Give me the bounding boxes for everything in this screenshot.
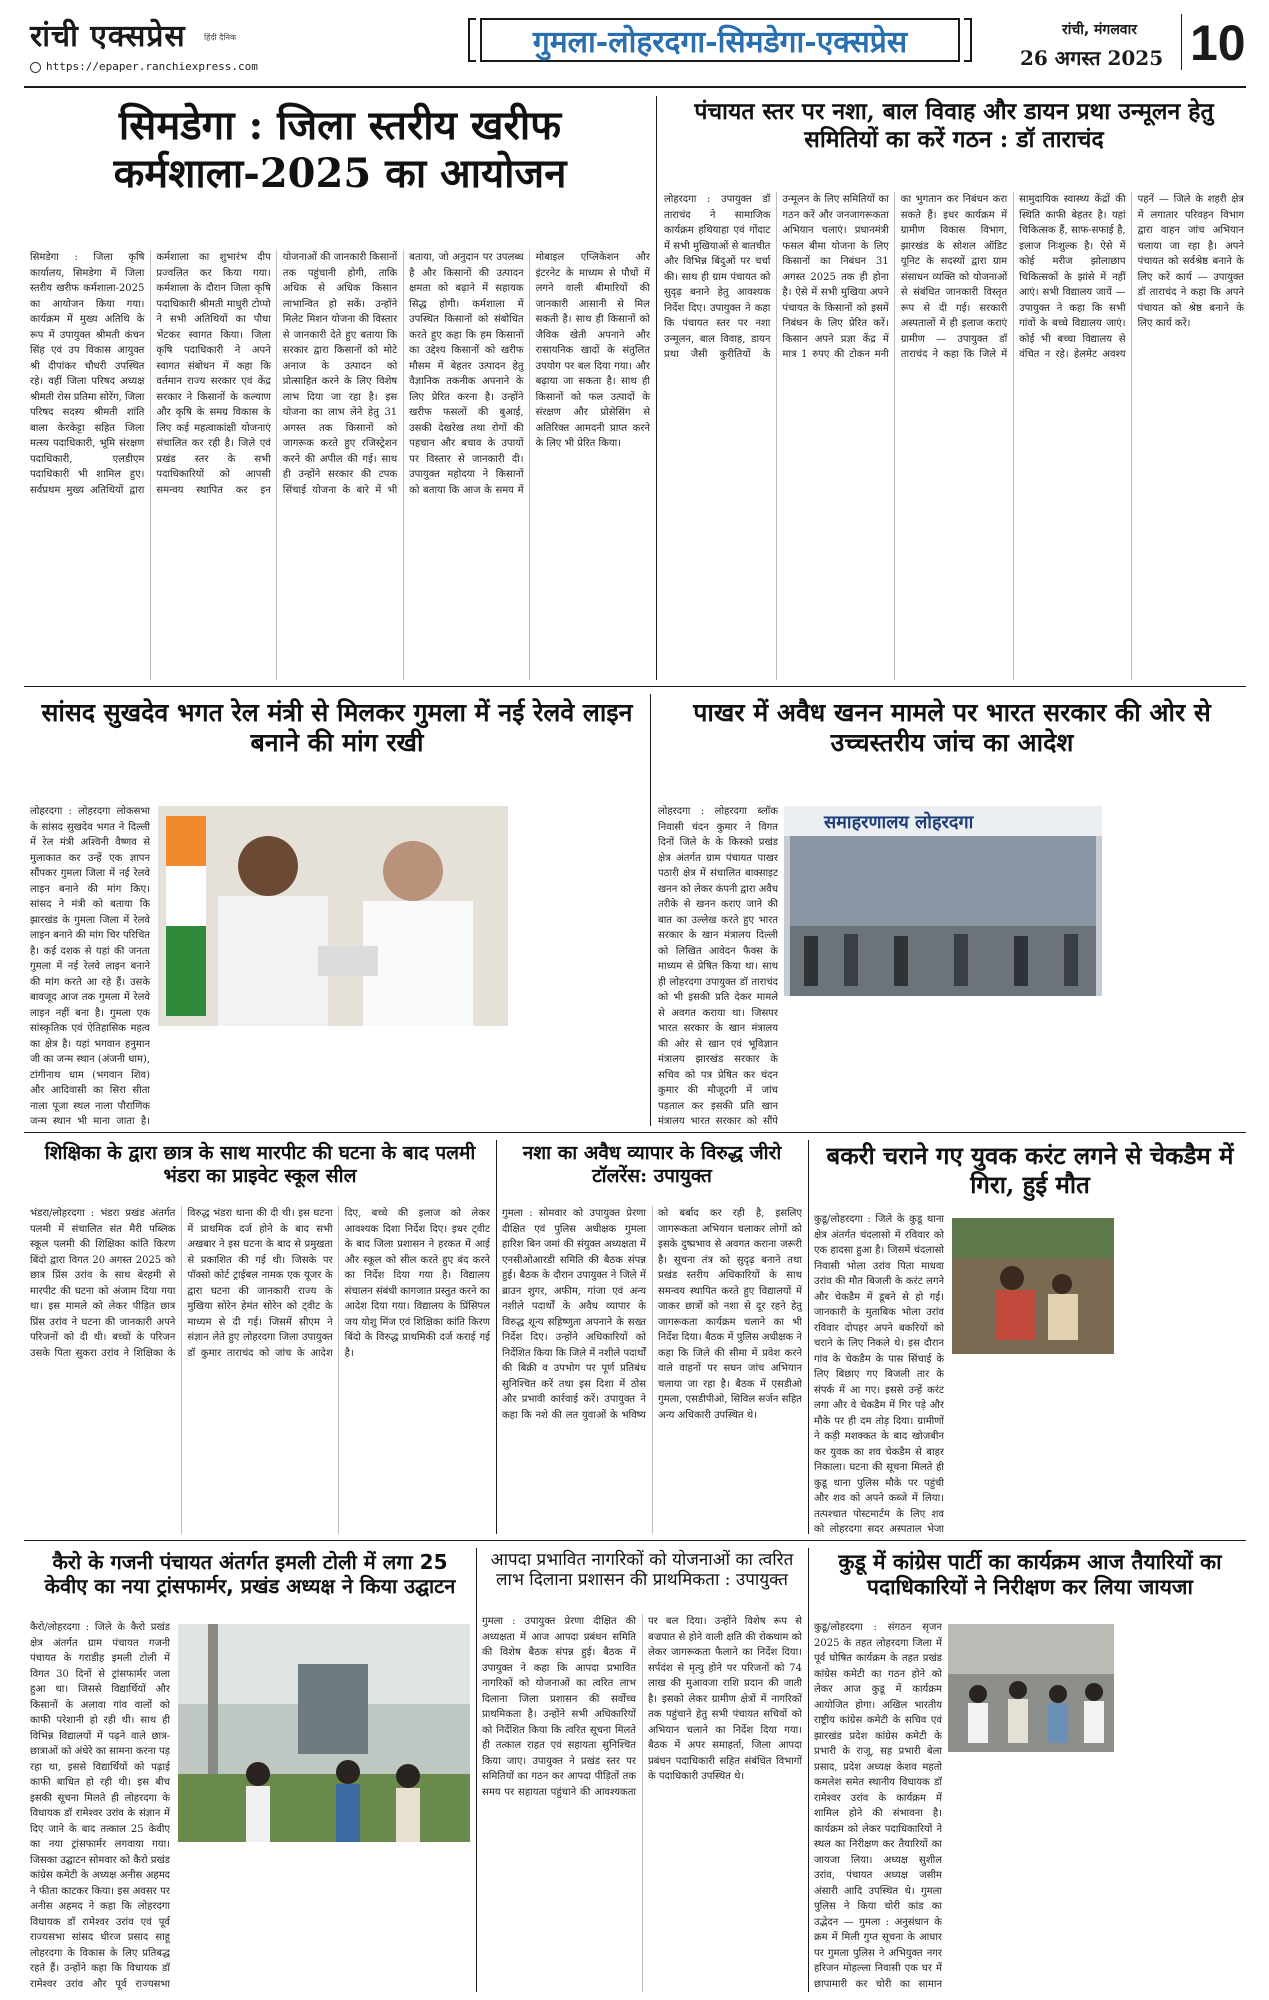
section-rule bbox=[24, 1540, 1246, 1541]
article-body-col1: लोहरदगा : लोहरदगा लोकसभा के सांसद सुखदेव भगत ने दिल्ली में रेल मंत्री अश्विनी वैष्णव से मुलाकात कर उन्हें एक ज्ञापन सौंपकर गुमला जिला में नई रेलवे लाइन बनाने की मांग किए। सांसद ने मंत्री को बताया कि झारखंड के गुमला जिला में रेलवे लाइन बनाने की मांग चिर परिचित है। कई दशक से यहां की जनता गुमला में नई रेलवे लाइन बनाने की मांग करते आ रहे हैं। उसके बावजूद आज तक गुमला में रेलवे लाइन नहीं बना है। गुमला एक सांस्कृतिक एवं ऐतिहासिक महत्व का क्षेत्र है। यहां भगवान हनुमान जी का जन्म स्थान (अंजनी धाम), टांगीनाथ धाम (भगवान शिव) और आदिवासी का सिरा सीता नाला पूजा स्थल नाला पौराणिक जन्म स्थान भी माना जाता है। bbox=[30, 806, 150, 1126]
article-headline: आपदा प्रभावित नागरिकों को योजनाओं का त्वरित लाभ दिलाना प्रशासन की प्राथमिकता : उपायुक्त bbox=[490, 1550, 794, 1591]
article-simdega-kharif bbox=[30, 96, 650, 680]
transformer-inauguration-photo bbox=[178, 1624, 470, 1842]
logo-tagline: हिंदी दैनिक bbox=[204, 33, 237, 42]
article-body: गुमला : उपायुक्त प्रेरणा दीक्षित की अध्यक्षता में आज आपदा प्रबंधन समिति की विशेष बैठक संपन्न हुई। बैठक में उपायुक्त ने कहा कि आपदा प्रभावित नागरिकों को योजनाओं का त्वरित लाभ दिलाना जिला प्रशासन की सर्वोच्च प्राथमिकता है। उन्होंने सभी अधिकारियों को निर्देशित किया कि त्वरित सूचना मिलते ही तत्काल राहत एवं सहायता सुनिश्चित किया जाए। उपायुक्त ने प्रखंड स्तर पर समितियों का गठन कर आपदा पीड़ितों तक समय पर सहायता पहुंचाने की आवश्यकता पर बल दिया। उन्होंने विशेष रूप से बज्रपात से होने वाली क्षति की रोकथाम को लेकर जागरूकता फैलाने का निर्देश दिया। सर्पदंश से मृत्यु होने पर परिजनों को 74 लाख की मुआवजा राशि प्रदान की जाती है। इसको लेकर ग्रामीण क्षेत्रों में नागरिकों तक पहुंचाने हेतु सभी पंचायत सचिवों को अभियान चलाने का निर्देश दिया गया। बैठक में अपर समाहर्ता, जिला आपदा प्रबंधन पदाधिकारी सहित संबंधित विभागों के पदाधिकारी उपस्थित थे। bbox=[482, 1616, 802, 1798]
epaper-url[interactable]: https://epaper.ranchiexpress.com bbox=[46, 60, 258, 73]
pagenum-divider bbox=[1181, 14, 1182, 70]
globe-icon bbox=[30, 62, 41, 73]
article-body-under-photo bbox=[952, 1362, 1114, 1534]
article-body-col3 bbox=[1120, 1620, 1246, 1992]
article-body-col1: लोहरदगा : लोहरदगा ब्लॉक निवासी चंदन कुमार ने विगत दिनों जिले के के किस्को प्रखंड क्षेत्र अंतर्गत ग्राम पंचायत पाखर पठारी क्षेत्र में संचालित बाक्साइट खनन को लेकर कंपनी द्वारा अवैध तरीके से खनन कराए जाने की बात का उल्लेख करते हुए भारत सरकार के खान मंत्रालय दिल्ली को लिखित आवेदन फैक्स के माध्यम से प्रेषित किया था। साथ ही लोहरदगा उपायुक्त डॉ ताराचंद को भी इसकी प्रति देकर मामले से अवगत कराया था। जिसपर भारत सरकार के खान मंत्रालय की ओर से खान एवं भूविज्ञान मंत्रालय झारखंड सरकार के सचिव को पत्र प्रेषित कर चंदन कुमार की मौजूदगी में जांच पड़ताल कर इसकी प्रति खान मंत्रालय भारत सरकार को सौंपे bbox=[658, 806, 778, 1126]
article-mp-railway-demand bbox=[30, 694, 644, 1126]
article-body-col3 bbox=[1110, 804, 1246, 1126]
page-number: 10 bbox=[1190, 15, 1246, 71]
article-body: सिमडेगा : जिला कृषि कार्यालय, सिमडेगा में जिला स्तरीय खरीफ कर्मशाला-2025 का आयोजन किया गया। कार्यक्रम में मुख्य अतिथि के रूप में उपायुक्त श्रीमती कंचन सिंह एवं उप विकास आयुक्त श्री दीपांकर चौधरी उपस्थित रहे। वहीं जिला परिषद अध्यक्ष श्रीमती रोस प्रतिमा सोरेंग, जिला परिषद सदस्य श्रीमती शांति बाला केरकेट्टा सहित जिला मत्स्य पदाधिकारी, भूमि संरक्षण पदाधिकारी, एलडीएम पदाधिकारी भी शामिल हुए। सर्वप्रथम मुख्य अतिथियों द्वारा कर्मशाला का शुभारंभ दीप प्रज्वलित कर किया गया। कर्मशाला के दौरान जिला कृषि पदाधिकारी श्रीमती माधुरी टोप्पो ने सभी अतिथियों का पौधा भेंटकर स्वागत किया। जिला कृषि पदाधिकारी ने अपने स्वागत संबोधन में कहा कि वर्तमान राज्य सरकार एवं केंद्र सरकार ने किसानों के कल्याण और कृषि के समग्र विकास के लिए कई महत्वाकांक्षी योजनाएं संचालित कर रही है। जिले एवं प्रखंड स्तर के सभी पदाधिकारियों को आपसी समन्वय स्थापित कर इन योजनाओं की जानकारी किसानों तक पहुंचानी होगी, ताकि अधिक से अधिक किसान लाभान्वित हो सकें। उन्होंने मिलेट मिशन योजना की विस्तार से जानकारी देते हुए बताया कि सरकार द्वारा किसानों को मोटे अनाज के उत्पादन को प्रोत्साहित करने के लिए विशेष लाभ दिया जा रहा है। इस योजना का लाभ लेने हेतु 31 अगस्त तक किसानों को जागरूक करते हुए रजिस्ट्रेशन करने की अपील की गई। साथ ही उन्होंने सरकार की टपक सिंचाई योजना के बारे में भी बताया, जो अनुदान पर उपलब्ध है और किसानों की उत्पादन क्षमता को बढ़ाने में सहायक सिद्ध होगी। कर्मशाला में उपस्थित किसानों को संबोधित करते हुए कहा कि हम किसानों का उद्देश्य किसानों को खरीफ मौसम में बेहतर उत्पादन हेतु वैज्ञानिक तकनीक अपनाने के लिए प्रेरित करना है। उन्होंने खरीफ फसलों की बुआई, उसकी देखरेख तथा रोगों की पहचान और बचाव के उपायों पर विस्तार से जानकारी दी। उपायुक्त महोदया ने किसानों को बताया कि आज के समय में मोबाइल एप्लिकेशन और इंटरनेट के माध्यम से पौधों में लगने वाली बीमारियों की जानकारी आसानी से मिल सकती है। साथ ही किसानों को जैविक खेती अपनाने और रासायनिक खादों के संतुलित उपयोग पर बल दिया गया। और बढ़ाया जा सकता है। साथ ही किसानों को फल उत्पादों के संरक्षण और प्रोसेसिंग से अतिरिक्त आमदनी प्राप्त करने के लिए भी प्रेरित किया। bbox=[30, 252, 650, 496]
article-body-col1: कैरो/लोहरदगा : जिले के कैरो प्रखंड क्षेत्र अंतर्गत ग्राम पंचायत गजनी पंचायत के गराडीह इमली टोली में विगत 30 दिनों से ट्रांसफार्मर जला हुआ था। जिससे विद्यार्थियों और किसानों के अलावा गांव वालों को काफी परेशानी हो रही थी। साथ ही विभिन्न विद्यालयों में पढ़ने वाले छात्र-छात्राओं को अंधेरे का सामना करना पड़ रहा था, इससे विद्यार्थियों को पढ़ाई काफी बाधित हो रही थी। इस बीच इसकी सूचना मिलते ही लोहरदगा के विधायक डॉ रामेश्वर उरांव के संज्ञान में दिए जाने के बाद तत्काल 25 केवीए का नया ट्रांसफार्मर लगवाया गया। जिसका उद्घाटन सोमवार को कैरो प्रखंड कांग्रेस कमेटी के अध्यक्ष अनीस अहमद ने फीता काटकर किया। इस अवसर पर अनीस अहमद ने कहा कि लोहरदगा विधायक डॉ रामेश्वर उरांव एवं पूर्व राज्यसभा सांसद धीरज प्रसाद साहू लोहरदगा के विकास के लिए प्रतिबद्ध रहते हैं। उन्होंने कहा कि विधायक डॉ रामेश्वर उरांव और पूर्व राज्यसभा bbox=[30, 1622, 170, 1990]
article-drug-zero-tolerance bbox=[502, 1140, 802, 1534]
masthead bbox=[0, 0, 1269, 80]
article-headline: शिक्षिका के द्वारा छात्र के साथ मारपीट की घटना के बाद पलमी भंडरा का प्राइवेट स्कूल सील bbox=[44, 1142, 476, 1187]
column-divider bbox=[808, 1548, 809, 1992]
article-body-under-photo bbox=[784, 1002, 1102, 1126]
article-body: लोहरदगा : उपायुक्त डॉ ताराचंद ने सामाजिक कार्यक्रम हथियाहा एवं गोंदाट में सभी मुखियाओं से बातचीत और विभिन्न बिंदुओं पर चर्चा की। साथ ही ग्राम पंचायत को सुदृढ़ बनाने हेतु आवश्यक निर्देश दिए। उपायुक्त ने कहा कि पंचायत स्तर पर नशा उन्मूलन, बाल विवाह, डायन प्रथा जैसी कुरीतियों के उन्मूलन के लिए समितियों का गठन करें और जनजागरूकता अभियान चलाएं। प्रधानमंत्री फसल बीमा योजना के लिए किसानों का निबंधन 31 अगस्त 2025 तक ही होना है। ऐसे में सभी मुखिया अपने पंचायत के किसानों को इसमें निबंधन के लिए प्रेरित करें। किसान अपने प्रज्ञा केंद्र में मात्र 1 रुपए की टोकन मनी का भुगतान कर निबंधन करा सकते हैं। इधर कार्यक्रम में ग्रामीण विकास विभाग, झारखंड के सोशल ऑडिट यूनिट के सदस्यों द्वारा ग्राम संसाधन व्यक्ति को योजनाओं से संबंधित जानकारी विस्तृत रूप से दी गई। सरकारी अस्पतालों में ही इलाज कराएं ग्रामीण — उपायुक्त डॉ ताराचंद ने कहा कि जिले में सामुदायिक स्वास्थ्य केंद्रों की स्थिति काफी बेहतर है। यहां चिकित्सक हैं, साफ-सफाई है, इलाज निःशुल्क है। ऐसे में कोई मरीज झोलाछाप चिकित्सकों के झांसे में नहीं आएं। सभी विद्यालय जायें — उपायुक्त ने कहा कि सभी गांवों के बच्चे विद्यालय जाएं। कोई भी बच्चा विद्यालय से वंचित न रहे। हेलमेट अवश्य पहनें — जिले के शहरी क्षेत्र में लगातार परिवहन विभाग द्वारा वाहन जांच अभियान चलाया जा रहा है। अपने पंचायत को सर्वश्रेष्ठ बनाने के लिए करें कार्य — उपायुक्त डॉ ताराचंद ने कहा कि अपने पंचायत को श्रेष्ठ बनाने के लिए कार्य करें। bbox=[664, 194, 1244, 360]
article-headline: कैरो के गजनी पंचायत अंतर्गत इमली टोली में लगा 25 केवीए का नया ट्रांसफार्मर, प्रखंड अध्यक्ष ने किया उद्घाटन bbox=[44, 1550, 456, 1598]
article-body-col3 bbox=[516, 694, 644, 1126]
column-divider bbox=[496, 1140, 497, 1534]
article-disaster-relief bbox=[482, 1548, 802, 1992]
article-headline: पंचायत स्तर पर नशा, बाल विवाह और डायन प्रथा उन्मूलन हेतु समितियों का करें गठन : डॉ ताराचंद bbox=[694, 98, 1214, 153]
checkdam-rescue-photo bbox=[952, 1218, 1114, 1354]
banner-right-bracket bbox=[964, 18, 972, 62]
article-headline: नशा का अवैध व्यापार के विरुद्ध जीरो टॉलरेंस: उपायुक्त bbox=[522, 1142, 782, 1187]
collectorate-building-photo bbox=[784, 806, 1102, 996]
article-school-sealed bbox=[30, 1140, 490, 1534]
masthead-rule bbox=[24, 86, 1246, 88]
article-panchayat-committees bbox=[664, 96, 1244, 680]
article-headline: सांसद सुखदेव भगत रेल मंत्री से मिलकर गुमला में नई रेलवे लाइन बनाने की मांग रखी bbox=[41, 698, 633, 757]
article-electrocution-death bbox=[814, 1140, 1246, 1534]
newspaper-logo: रांची एक्सप्रेस bbox=[30, 19, 186, 54]
column-divider bbox=[808, 1140, 809, 1534]
mp-minister-meeting-photo bbox=[158, 806, 508, 1026]
column-divider bbox=[650, 694, 651, 1126]
column-divider bbox=[476, 1548, 477, 1992]
article-body: गुमला : सोमवार को उपायुक्त प्रेरणा दीक्षित एवं पुलिस अधीक्षक गुमला हारिश बिन जमां की संयुक्त अध्यक्षता में एनसीओआरडी समिति की बैठक संपन्न हुई। बैठक के दौरान उपायुक्त ने जिले में ब्राउन शुगर, अफीम, गांजा एवं अन्य नशीले पदार्थों के अवैध व्यापार के विरुद्ध शून्य सहिष्णुता अपनाने के सख्त निर्देश दिए। उन्होंने अधिकारियों को निर्देशित किया कि जिले में नशीले पदार्थों की बिक्री व उपभोग पर पूर्ण प्रतिबंध सुनिश्चित करें तथा इस दिशा में ठोस और प्रभावी कार्रवाई करें। उपायुक्त ने कहा कि नशे की लत युवाओं के भविष्य को बर्बाद कर रही है, इसलिए जागरूकता अभियान चलाकर लोगों को इसके दुष्प्रभाव से अवगत कराना जरूरी है। सूचना तंत्र को सुदृढ़ बनाने तथा प्रखंड स्तरीय अधिकारियों के साथ समन्वय स्थापित करते हुए विद्यालयों में जाकर छात्रों को नशा से दूर रहने हेतु जागरूकता कार्यक्रम चलाने का भी निर्देश दिया। बैठक में पुलिस अधीक्षक ने कहा कि जिले की सीमा में प्रवेश करने वाले वाहनों पर सघन जांच अभियान चलाया जा रहा है। बैठक में एसडीओ गुमला, एसडीपीओ, सिविल सर्जन सहित अन्य अधिकारी उपस्थित थे। bbox=[502, 1208, 802, 1421]
article-body-col1: कुडू/लोहरदगा : जिले के कुडू थाना क्षेत्र अंतर्गत चंदलासो में रविवार को एक हादसा हुआ है। जिसमें चंदलासो निवासी भोला उरांव पिता माधवा उरांव की मौत बिजली के करंट लगने और चेकडैम में डूबने से हो गई। जानकारी के मुताबिक भोला उरांव रविवार दोपहर अपने बकरियों को चराने के लिए निकले थे। इस दौरान गांव के चेकडैम के पास सिंचाई के लिए बिछाए गए बिजली तार के संपर्क में आ गए। इससे उन्हें करंट लगा और वे चेकडैम में गिर पड़े और मौके पर ही दम तोड़ दिया। ग्रामीणों ने कड़ी मशक्कत के बाद खोजबीन कर युवक का शव चेकडैम से बाहर निकाला। घटना की सूचना मिलते ही कुडू थाना पुलिस मौके पर पहुंची और शव को अपने कब्जे में लिया। तत्पश्चात पोस्टमार्टम के लिए शव को लोहरदगा सदर अस्पताल भेजा bbox=[814, 1214, 944, 1534]
issue-city-day: रांची, मंगलवार bbox=[1062, 22, 1137, 38]
section-rule bbox=[24, 686, 1246, 687]
article-transformer-inauguration bbox=[30, 1548, 470, 1992]
article-headline: सिमडेगा : जिला स्तरीय खरीफ कर्मशाला-2025 का आयोजन bbox=[113, 102, 567, 197]
collectorate-sign: समाहरणालय लोहरदगा bbox=[824, 812, 974, 833]
column-divider bbox=[656, 96, 657, 680]
article-body-under-photo bbox=[158, 1034, 508, 1126]
congress-meeting-photo bbox=[948, 1624, 1114, 1752]
article-headline: बकरी चराने गए युवक करंट लगने से चेकडैम में गिरा, हुई मौत bbox=[826, 1141, 1234, 1199]
article-pakhar-mining-probe bbox=[658, 694, 1246, 1126]
article-headline: पाखर में अवैध खनन मामले पर भारत सरकार की ओर से उच्चस्तरीय जांच का आदेश bbox=[693, 698, 1211, 757]
article-body-under-photo bbox=[948, 1760, 1114, 1992]
section-rule bbox=[24, 1132, 1246, 1133]
article-body-col3 bbox=[1120, 1212, 1246, 1534]
article-headline: कुडू में कांग्रेस पार्टी का कार्यक्रम आज तैयारियों का पदाधिकारियों ने निरीक्षण कर लिया जायजा bbox=[838, 1550, 1222, 1600]
article-body-under-photo bbox=[178, 1850, 470, 1992]
issue-date: 26 अगस्त 2025 bbox=[1020, 46, 1164, 70]
article-body-col1: कुडू/लोहरदगा : संगठन सृजन 2025 के तहत लोहरदगा जिला में पूर्व घोषित कार्यक्रम के तहत प्रखंड कांग्रेस कमेटी का गठन होने को लेकर आज कुडू में कार्यक्रम आयोजित होगा। अखिल भारतीय राष्ट्रीय कांग्रेस कमेटी के सचिव एवं झारखंड प्रदेश कांग्रेस कमेटी के प्रभारी के राजू, सह प्रभारी बेला प्रसाद, प्रदेश अध्यक्ष केशव महतो कमलेश समेत स्थानीय विधायक डॉ रामेश्वर उरांव के कार्यक्रम में शामिल होने की संभावना है। कार्यक्रम को लेकर पदाधिकारियों ने स्थल का निरीक्षण कर तैयारियों का जायजा लिया। अध्यक्ष सुशील उरांव, पंचायत अध्यक्ष जसीम अंसारी आदि उपस्थित थे। गुमला पुलिस ने किया चोरी कांड का उद्भेदन — गुमला : अनुसंधान के क्रम में मिली गुप्त सूचना के आधार पर गुमला पुलिस ने अभियुक्त नगर हरिजन मोहल्ला निवासी एक घर में छापामारी कर चोरी का सामान bbox=[814, 1622, 942, 1990]
article-congress-kudu bbox=[814, 1548, 1246, 1992]
section-banner: गुमला-लोहरदगा-सिमडेगा-एक्सप्रेस bbox=[480, 18, 960, 62]
banner-left-bracket bbox=[468, 18, 476, 62]
article-body: भंडरा/लोहरदगा : भंडरा प्रखंड अंतर्गत पलमी में संचालित संत मैरी पब्लिक स्कूल पलमी की शिक्षिका कांति किरण बिंदो द्वारा विगत 20 अगस्त 2025 को छात्र प्रिंस उरांव के साथ बेरहमी से मारपीट की घटना को अंजाम दिया गया था। इस मामले को लेकर पीड़ित छात्र प्रिंस उरांव ने घटना की जानकारी अपने परिजनों को दी थी। बच्चों के परिजन उसके पिता सुकरा उरांव ने शिक्षिका के विरुद्ध भंडरा थाना की दी थी। इस घटना में प्राथमिक दर्ज होने के बाद सभी अखबार ने इस घटना के बाद से प्रमुखता से प्रकाशित की गई थी। जिसके पर पॉक्सो कोर्ट ट्राईबल नामक एक यूजर के द्वारा घटना की जानकारी राज्य के मुखिया सोरेन हेमंत सोरेन को ट्वीट के माध्यम से दी गई। जिसमें सीएम ने संज्ञान लेते हुए लोहरदगा जिला उपायुक्त डॉ कुमार ताराचंद को जांच के आदेश दिए, बच्चे की इलाज को लेकर आवश्यक दिशा निर्देश दिए। इधर ट्वीट के बाद जिला प्रशासन ने हरकत में आई और स्कूल को सील करते हुए बंद करने का निर्देश दिया गया है। विद्यालय संचालन संबंधी कागजात प्रस्तुत करने का आदेश दिया गया। विद्यालय के प्रिंसिपल जय योशु मिंज एवं शिक्षिका कांति किरण बिंदो के विरुद्ध प्राथमिकी दर्ज कराई गई है। bbox=[30, 1208, 490, 1359]
